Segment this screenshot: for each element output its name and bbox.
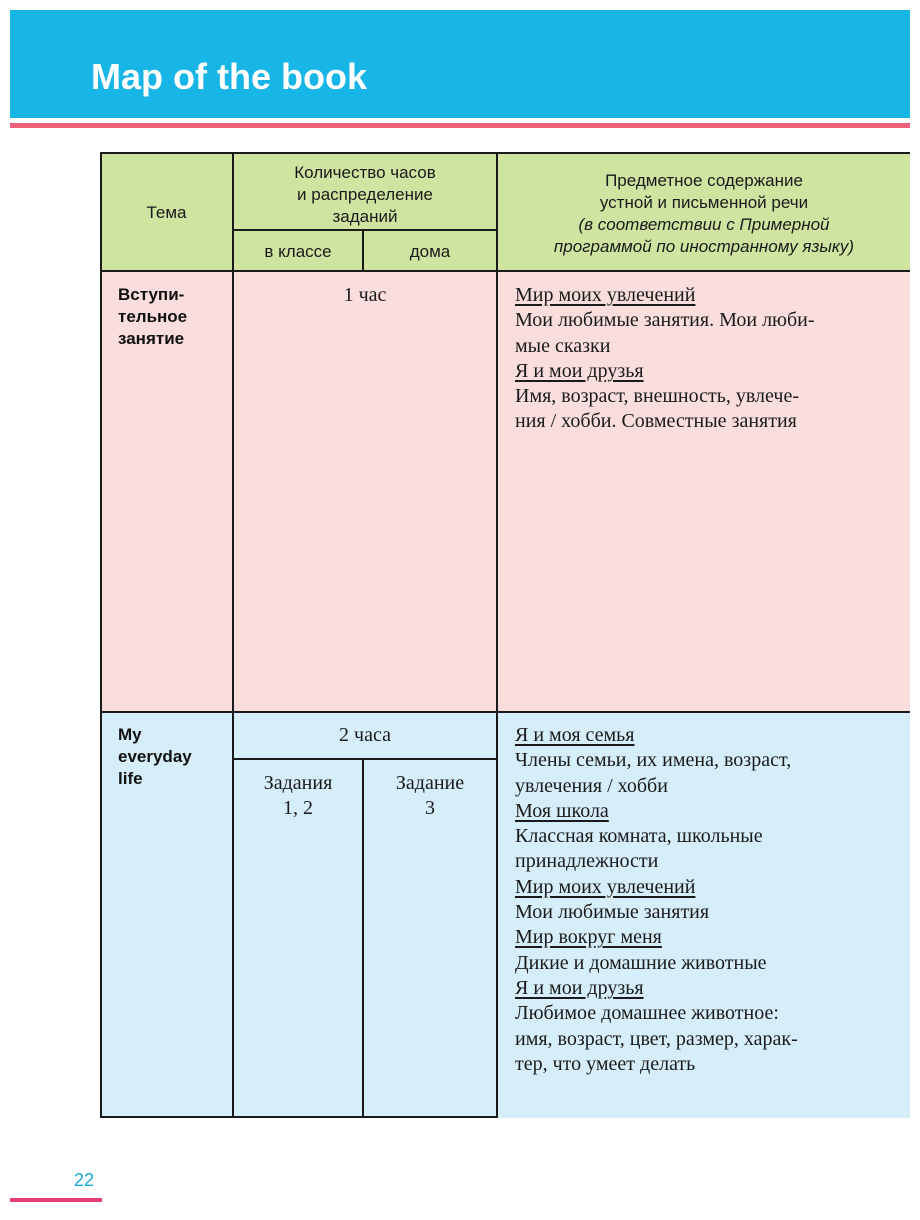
content-heading: Я и мои друзья <box>515 976 644 999</box>
row-everyday-topic <box>118 724 192 790</box>
assignment-line: 3 <box>425 797 435 819</box>
content-line: Дикие и домашние животные <box>515 951 767 974</box>
table-border-top <box>100 152 910 154</box>
row-everyday-hours: 2 часа <box>339 724 391 746</box>
header-split-line <box>233 229 497 231</box>
topic-line: занятие <box>118 329 185 348</box>
header-hours-line: заданий <box>332 207 398 226</box>
content-line: Имя, возраст, внешность, увлече- <box>515 385 799 408</box>
content-line: увлечения / хобби <box>515 774 668 797</box>
page-number: 22 <box>74 1170 95 1190</box>
row-intro-topic <box>118 284 187 350</box>
header-at-home: дома <box>409 242 451 261</box>
topic-line: тельное <box>118 307 188 326</box>
header-content-line: Предметное содержание <box>605 171 803 190</box>
content-line: Члены семьи, их имена, возраст, <box>515 749 792 772</box>
header-hours-line: Количество часов <box>294 163 436 182</box>
content-heading: Мир моих увлечений <box>515 875 696 898</box>
content-heading: Я и мои друзья <box>515 359 644 382</box>
header-hours-line: и распределение <box>297 185 433 204</box>
content-line: Классная комната, школьные <box>515 825 763 848</box>
header-content <box>498 170 910 258</box>
row-everyday-content <box>515 723 798 1077</box>
content-line: ния / хобби. Совместные занятия <box>515 410 797 433</box>
header-content-line: устной и письменной речи <box>599 193 809 212</box>
header-in-class: в классе <box>264 242 332 261</box>
page-title: Map of the book <box>91 56 367 97</box>
content-line: мые сказки <box>515 334 611 357</box>
header-hours <box>234 162 496 228</box>
row-everyday-in-class <box>234 771 362 821</box>
content-heading: Моя школа <box>515 799 609 822</box>
content-line: Любимое домашнее животное: <box>515 1002 779 1025</box>
assignment-line: 1, 2 <box>283 797 313 819</box>
topic-line: everyday <box>118 747 192 766</box>
content-line: Мои любимые занятия <box>515 901 710 924</box>
content-line: принадлежности <box>515 850 659 873</box>
content-line: тер, что умеет делать <box>515 1052 696 1075</box>
content-heading: Я и моя семья <box>515 724 635 746</box>
row-everyday-at-home <box>364 771 496 821</box>
header-content-line: (в соответствии с Примерной <box>578 215 830 234</box>
content-heading: Мир моих увлечений <box>515 284 696 306</box>
header-content-line: программой по иностранному языку) <box>553 237 855 256</box>
footer-accent-rule <box>10 1198 102 1202</box>
topic-line: My <box>118 725 142 744</box>
row-divider-line <box>100 711 910 713</box>
header-topic: Тема <box>146 203 187 222</box>
row-intro-hours: 1 час <box>343 284 387 306</box>
content-line: имя, возраст, цвет, размер, харак- <box>515 1027 798 1050</box>
assignment-line: Задание <box>395 772 465 794</box>
row-intro-content <box>515 283 815 435</box>
table-border-bottom <box>100 1116 498 1118</box>
assignment-line: Задания <box>263 772 333 794</box>
table-border-left <box>100 152 102 1118</box>
content-column-line <box>496 152 498 1118</box>
header-bottom-line <box>100 270 910 272</box>
content-line: Мои любимые занятия. Мои люби- <box>515 309 815 332</box>
topic-line: life <box>118 769 143 788</box>
hours-split-line <box>233 758 497 760</box>
topic-line: Вступи- <box>118 285 185 304</box>
content-heading: Мир вокруг меня <box>515 926 662 949</box>
